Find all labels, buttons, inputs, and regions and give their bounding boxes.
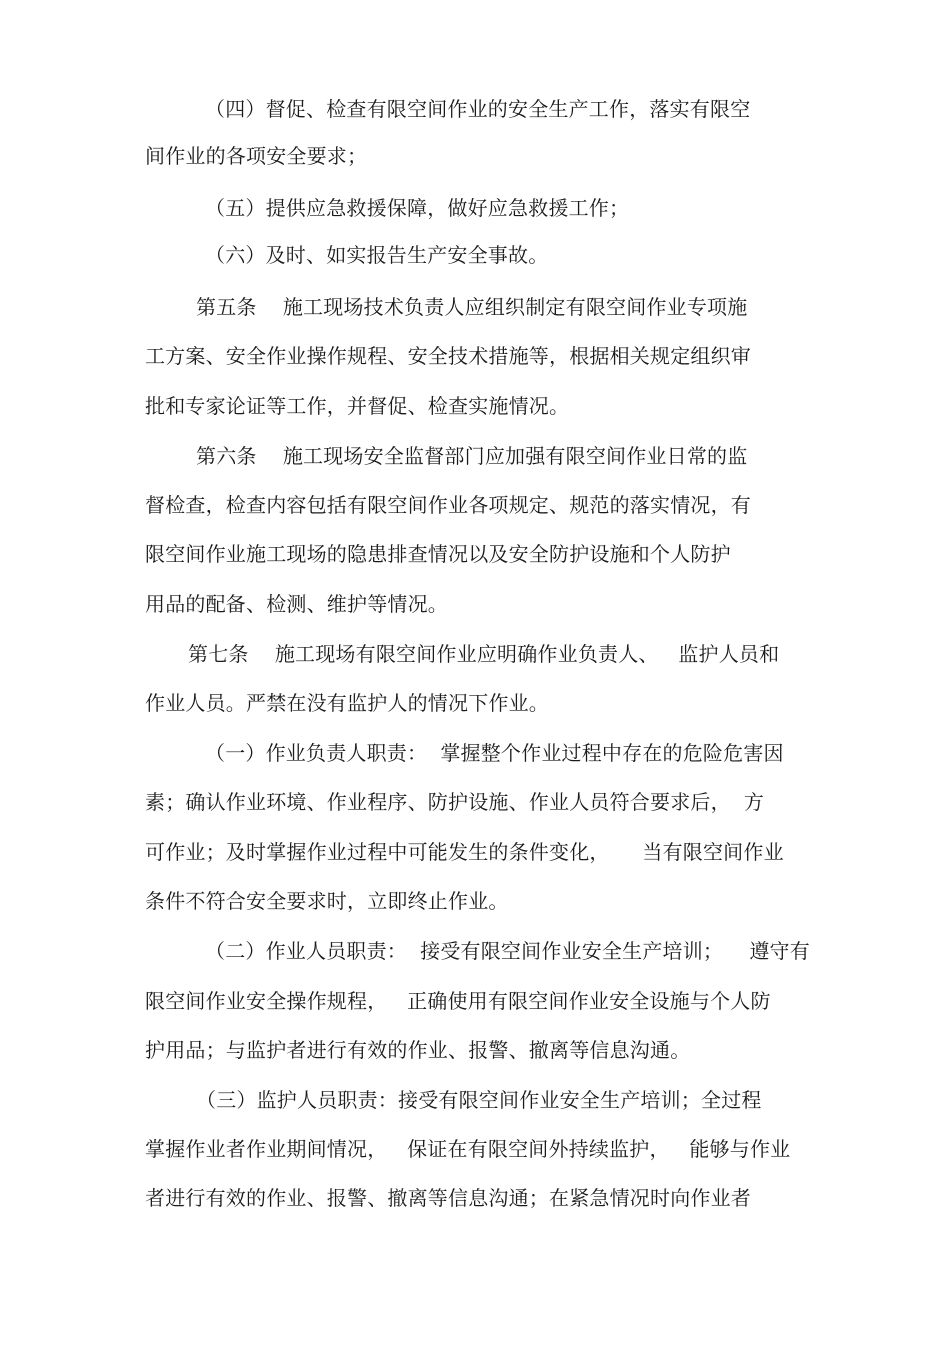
text-line: 间作业的各项安全要求； (145, 144, 368, 168)
text-line: （三）监护人员职责：接受有限空间作业安全生产培训；全过程 (196, 1088, 762, 1112)
article-heading-line: 第七条 施工现场有限空间作业应明确作业负责人、 监护人员和 (188, 642, 780, 666)
text-line: （一）作业负责人职责： 掌握整个作业过程中存在的危险危害因 (205, 741, 784, 765)
text-line: 掌握作业者作业期间情况， 保证在有限空间外持续监护， 能够与作业 (145, 1137, 791, 1161)
text-line: 限空间作业施工现场的隐患排查情况以及安全防护设施和个人防护 (145, 542, 731, 566)
text-line: 限空间作业安全操作规程， 正确使用有限空间作业安全设施与个人防 (145, 989, 771, 1013)
article-heading-line: 第五条 施工现场技术负责人应组织制定有限空间作业专项施 (196, 295, 748, 319)
text-line: 作业人员。严禁在没有监护人的情况下作业。 (145, 691, 549, 715)
text-line: （六）及时、如实报告生产安全事故。 (205, 243, 549, 267)
text-line: （五）提供应急救援保障，做好应急救援工作； (205, 196, 630, 220)
text-line: 条件不符合安全要求时，立即终止作业。 (145, 889, 509, 913)
text-line: 素；确认作业环境、作业程序、防护设施、作业人员符合要求后， 方 (145, 790, 765, 814)
text-line: 护用品；与监护者进行有效的作业、报警、撤离等信息沟通。 (145, 1038, 691, 1062)
text-line: （四）督促、检查有限空间作业的安全生产工作，落实有限空 (205, 97, 751, 121)
text-line: 可作业；及时掌握作业过程中可能发生的条件变化， 当有限空间作业 (145, 840, 784, 864)
text-line: （二）作业人员职责： 接受有限空间作业安全生产培训； 遵守有 (205, 939, 810, 963)
text-line: 者进行有效的作业、报警、撤离等信息沟通；在紧急情况时向作业者 (145, 1186, 751, 1210)
article-heading-line: 第六条 施工现场安全监督部门应加强有限空间作业日常的监 (196, 444, 748, 468)
text-line: 工方案、安全作业操作规程、安全技术措施等，根据相关规定组织审 (145, 344, 751, 368)
text-line: 用品的配备、检测、维护等情况。 (145, 592, 448, 616)
text-line: 批和专家论证等工作，并督促、检查实施情况。 (145, 394, 570, 418)
text-line: 督检查，检查内容包括有限空间作业各项规定、规范的落实情况，有 (145, 493, 751, 517)
